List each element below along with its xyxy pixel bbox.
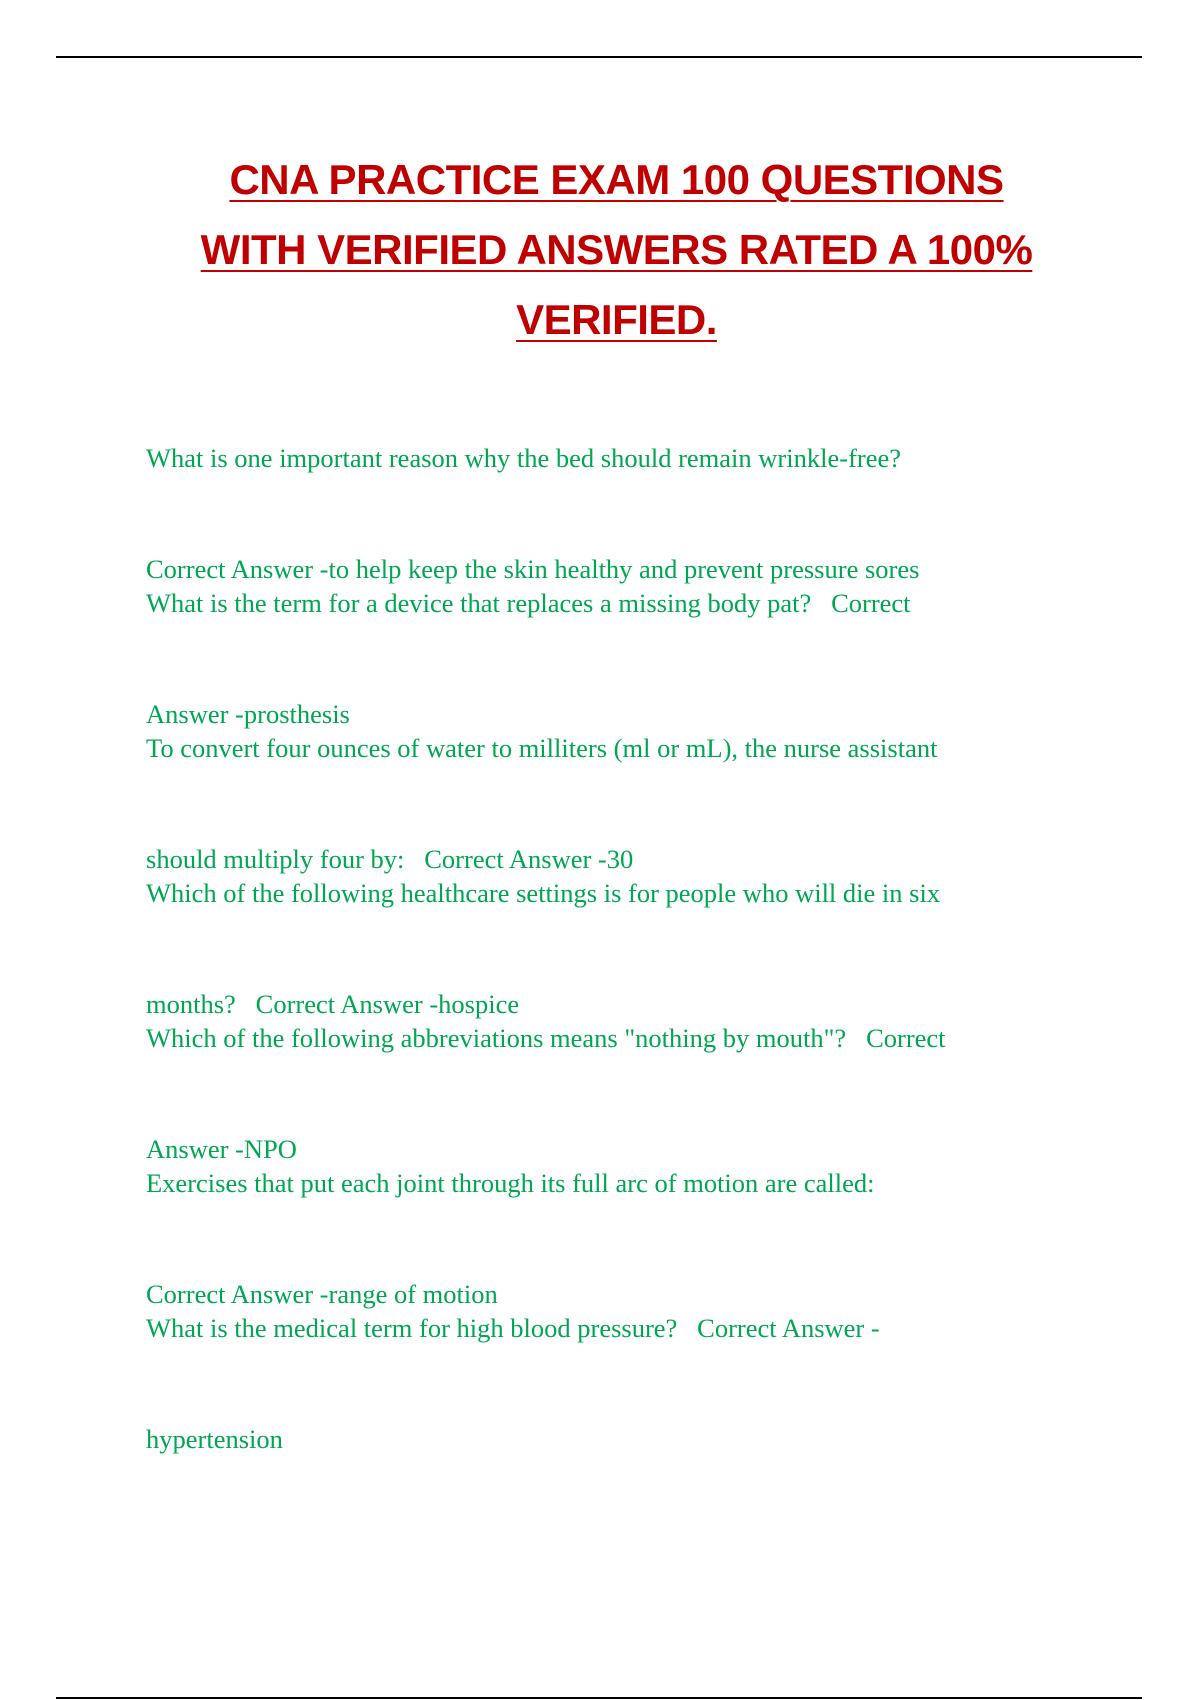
- qa-question-line: What is the medical term for high blood pressure? Correct Answer -: [146, 1313, 880, 1343]
- qa-question-line: What is one important reason why the bed should remain wrinkle-free?: [146, 443, 902, 473]
- qa-answer-line: hypertension: [146, 1424, 283, 1454]
- qa-answer-line: Correct Answer -to help keep the skin healthy and prevent pressure sores: [146, 554, 920, 584]
- top-rule: [56, 56, 1142, 58]
- qa-answer-line: should multiply four by: Correct Answer -30: [146, 844, 634, 874]
- qa-answer-line: months? Correct Answer -hospice: [146, 989, 520, 1019]
- title-line: VERIFIED.: [516, 296, 717, 343]
- document-title: [120, 145, 1113, 355]
- qa-question-line: To convert four ounces of water to milliters (ml or mL), the nurse assistant: [146, 733, 938, 763]
- qa-answer-line: Correct Answer -range of motion: [146, 1279, 498, 1309]
- qa-answer-line: Answer -prosthesis: [146, 699, 350, 729]
- qa-question-line: Exercises that put each joint through its full arc of motion are called:: [146, 1168, 875, 1198]
- qa-answer-line: Answer -NPO: [146, 1134, 297, 1164]
- title-line: WITH VERIFIED ANSWERS RATED A 100%: [200, 226, 1033, 273]
- qa-item: [146, 1236, 1076, 1532]
- title-line: CNA PRACTICE EXAM 100 QUESTIONS: [229, 156, 1004, 203]
- qa-question-line: What is the term for a device that replaces a missing body pat? Correct: [146, 588, 911, 618]
- qa-question-line: Which of the following abbreviations means "nothing by mouth"? Correct: [146, 1023, 946, 1053]
- qa-question-line: Which of the following healthcare settings is for people who will die in six: [146, 878, 941, 908]
- bottom-rule: [56, 1697, 1142, 1699]
